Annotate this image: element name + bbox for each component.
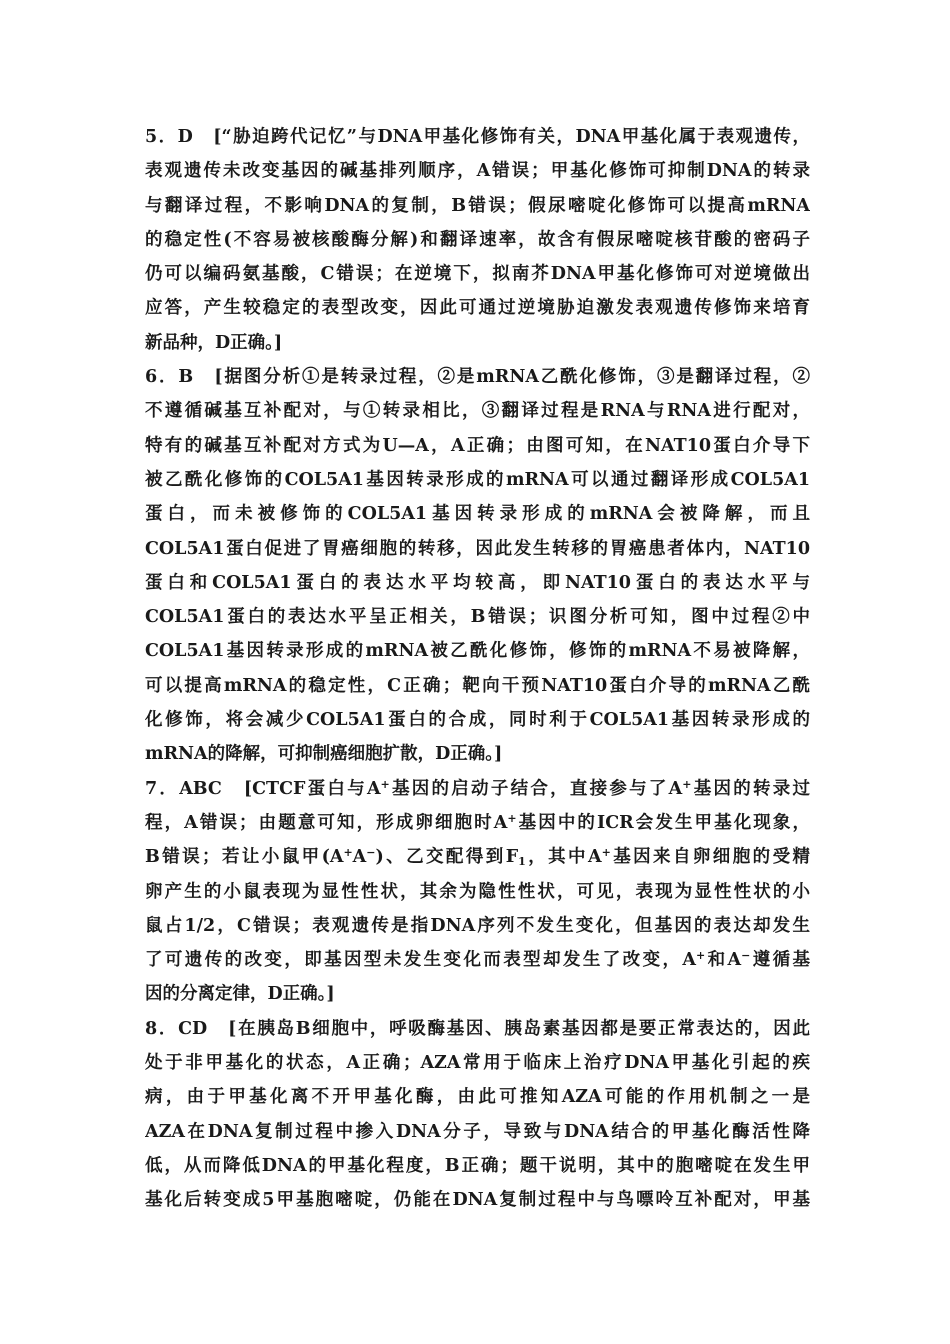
text-run: 7．ABC [CTCF蛋白与A [145, 778, 381, 799]
answer-6-line: 被乙酰化修饰的COL5A1基因转录形成的mRNA可以通过翻译形成COL5A1 [145, 469, 810, 490]
answer-6 [145, 360, 810, 772]
text-run: ，其中A [525, 847, 602, 868]
answer-7-line [145, 943, 810, 977]
answer-5-line: 仍可以编码氨基酸，C错误；在逆境下，拟南芥DNA甲基化修饰可对逆境做出 [145, 264, 810, 285]
answer-7-line [145, 840, 810, 874]
answer-6-line: 蛋白和COL5A1蛋白的表达水平均较高，即NAT10蛋白的表达水平与 [145, 572, 810, 593]
answer-6-line: COL5A1基因转录形成的mRNA被乙酰化修饰，修饰的mRNA不易被降解， [145, 641, 810, 662]
answer-7-line [145, 806, 810, 840]
answer-5-line: 5．D [“胁迫跨代记忆”与DNA甲基化修饰有关，DNA甲基化属于表观遗传， [145, 127, 810, 147]
superscript: + [343, 846, 353, 860]
answer-8-line: 8．CD [在胰岛B细胞中，呼吸酶基因、胰岛素基因都是要正常表达的，因此 [145, 1018, 810, 1039]
answer-7-line [145, 772, 810, 806]
text-run: 程，A错误；由题意可知，形成卵细胞时A [145, 812, 508, 833]
answer-5-line: 新品种，D正确。] [145, 332, 283, 353]
text-run: 基因中的ICR会发生甲基化现象， [516, 812, 810, 833]
text-run: 鼠占1/2，C错误；表观遗传是指DNA序列不发生变化，但基因的表达却发生 [145, 915, 810, 936]
answer-5-line: 应答，产生较稳定的表型改变，因此可通过逆境胁迫激发表观遗传修饰来培育 [145, 298, 810, 319]
superscript: + [380, 777, 390, 791]
superscript: + [695, 949, 706, 963]
answer-6-line: 蛋白，而未被修饰的COL5A1基因转录形成的mRNA会被降解，而且 [145, 504, 810, 525]
answer-8-line: AZA在DNA复制过程中掺入DNA分子，导致与DNA结合的甲基化酶活性降 [145, 1121, 810, 1142]
answer-7 [145, 772, 810, 1012]
superscript: + [601, 846, 611, 860]
answer-8-line: 基化后转变成5甲基胞嘧啶，仍能在DNA复制过程中与鸟嘌呤互补配对，甲基 [145, 1190, 810, 1211]
answer-6-line: 6．B [据图分析①是转录过程，②是mRNA乙酰化修饰，③是翻译过程，② [145, 367, 810, 388]
superscript: + [507, 811, 517, 825]
text-run: 遵循基 [750, 950, 810, 971]
text-run: 基因的启动子结合，直接参与了A [389, 778, 683, 799]
answer-8-line: 病，由于甲基化离不开甲基化酶，由此可推知AZA可能的作用机制之一是 [145, 1087, 810, 1108]
answer-8 [145, 1012, 810, 1218]
subscript: 1 [518, 855, 526, 869]
answer-5-line: 的稳定性(不容易被核酸酶分解)和翻译速率，故含有假尿嘧啶核苷酸的密码子 [145, 229, 810, 250]
text-run: B错误；若让小鼠甲(A [145, 847, 344, 868]
answer-5-line: 与翻译过程，不影响DNA的复制，B错误；假尿嘧啶化修饰可以提高mRNA [145, 195, 810, 216]
answer-8-line: 低，从而降低DNA的甲基化程度，B正确；题干说明，其中的胞嘧啶在发生甲 [145, 1155, 810, 1176]
text-run: 因的分离定律，D正确。] [145, 984, 335, 1005]
text-run: A [352, 847, 367, 868]
text-run: )、乙交配得到F [375, 847, 519, 868]
answer-6-line: 特有的碱基互补配对方式为U—A，A正确；由图可知，在NAT10蛋白介导下 [145, 435, 810, 456]
text-run: 基因来自卵细胞的受精 [610, 847, 810, 868]
answer-page [145, 120, 810, 1218]
answer-7-line [145, 909, 810, 943]
answer-5-line: 表观遗传未改变基因的碱基排列顺序，A错误；甲基化修饰可抑制DNA的转录 [145, 161, 810, 182]
superscript: + [682, 777, 692, 791]
text-run: 卵产生的小鼠表现为显性性状，其余为隐性性状，可见，表现为显性性状的小 [145, 881, 810, 902]
answer-6-line: COL5A1蛋白促进了胃癌细胞的转移，因此发生转移的胃癌患者体内，NAT10 [145, 538, 810, 559]
answer-7-line [145, 977, 810, 1011]
text-run: 和A [705, 950, 742, 971]
answer-5 [145, 120, 810, 360]
answer-6-line: 化修饰，将会减少COL5A1蛋白的合成，同时利于COL5A1基因转录形成的 [145, 710, 810, 731]
superscript: − [741, 949, 751, 963]
text-run: 了可遗传的改变，即基因型未发生变化而表型却发生了改变，A [145, 950, 696, 971]
text-run: 基因的转录过 [691, 778, 810, 799]
answer-8-line: 处于非甲基化的状态，A正确；AZA常用于临床上治疗DNA甲基化引起的疾 [145, 1053, 810, 1074]
answer-6-line: mRNA的降解，可抑制癌细胞扩散，D正确。] [145, 744, 503, 765]
answer-7-line [145, 875, 810, 909]
answer-6-line: COL5A1蛋白的表达水平呈正相关，B错误；识图分析可知，图中过程②中 [145, 607, 810, 628]
superscript: − [366, 846, 376, 860]
answer-6-line: 可以提高mRNA的稳定性，C正确；靶向干预NAT10蛋白介导的mRNA乙酰 [145, 675, 810, 696]
answer-6-line: 不遵循碱基互补配对，与①转录相比，③翻译过程是RNA与RNA进行配对， [145, 401, 810, 422]
